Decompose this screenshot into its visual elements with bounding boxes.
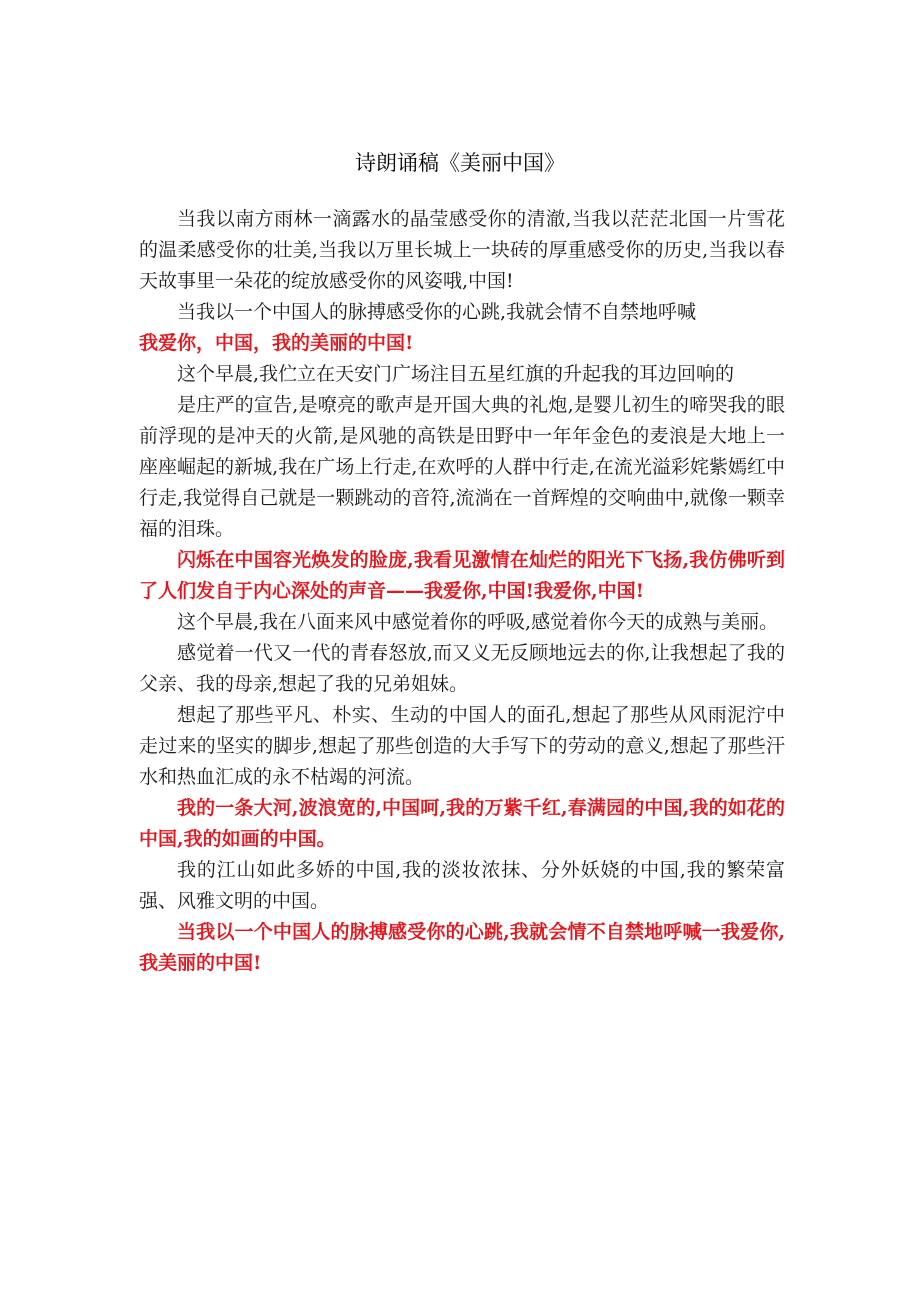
document-body: [139, 204, 785, 979]
paragraph-4: 这个早晨,我伫立在天安门广场注目五星红旗的升起我的耳边回响的: [177, 363, 735, 385]
paragraph-3-highlight: 我爱你，中国，我的美丽的中国!: [139, 332, 414, 354]
paragraph-5: 是庄严的宣告,是嘹亮的歌声是开国大典的礼炮,是婴儿初生的啼哭我的眼前浮现的是冲天的火箭,是风驰的高铁是田野中一年年金色的麦浪是大地上一座座崛起的新城,我在广场上行走,在欢呼的人群中行走,在流光溢彩姹紫嫣红中行走,我觉得自己就是一颗跳动的音符,流淌在一首辉煌的交响曲中,就像一颗幸福的泪珠。: [139, 394, 785, 540]
paragraph-7: 这个早晨,我在八面来风中感觉着你的呼吸,感觉着你今天的成熟与美丽。: [177, 611, 779, 633]
paragraph-9: 想起了那些平凡、朴实、生动的中国人的面孔,想起了那些从风雨泥泞中走过来的坚实的脚步,想起了那些创造的大手写下的劳动的意义,想起了那些汗水和热血汇成的永不枯竭的河流。: [139, 704, 785, 788]
document-title: 诗朗诵稿《美丽中国》: [355, 151, 565, 175]
paragraph-8: 感觉着一代又一代的青春怒放,而又义无反顾地远去的你,让我想起了我的父亲、我的母亲,想起了我的兄弟姐妹。: [139, 642, 785, 695]
paragraph-10-highlight: 我的一条大河,波浪宽的,中国呵,我的万紫千红,春满园的中国,我的如花的中国,我的如画的中国。: [139, 797, 785, 850]
paragraph-1: 当我以南方雨林一滴露水的晶莹感受你的清澈,当我以茫茫北国一片雪花的温柔感受你的壮美,当我以万里长城上一块砖的厚重感受你的历史,当我以春天故事里一朵花的绽放感受你的风姿哦,中国!: [139, 208, 785, 292]
paragraph-11: 我的江山如此多娇的中国,我的淡妆浓抹、分外妖娆的中国,我的繁荣富强、风雅文明的中国。: [139, 859, 785, 912]
paragraph-2: 当我以一个中国人的脉搏感受你的心跳,我就会情不自禁地呼喊: [177, 301, 697, 323]
paragraph-6-highlight: 闪烁在中国容光焕发的脸庞,我看见激情在灿烂的阳光下飞扬,我仿佛听到了人们发自于内心深处的声音——我爱你,中国!我爱你,中国!: [139, 549, 785, 602]
paragraph-12-highlight: 当我以一个中国人的脉搏感受你的心跳,我就会情不自禁地呼喊一我爱你,我美丽的中国!: [139, 921, 785, 974]
